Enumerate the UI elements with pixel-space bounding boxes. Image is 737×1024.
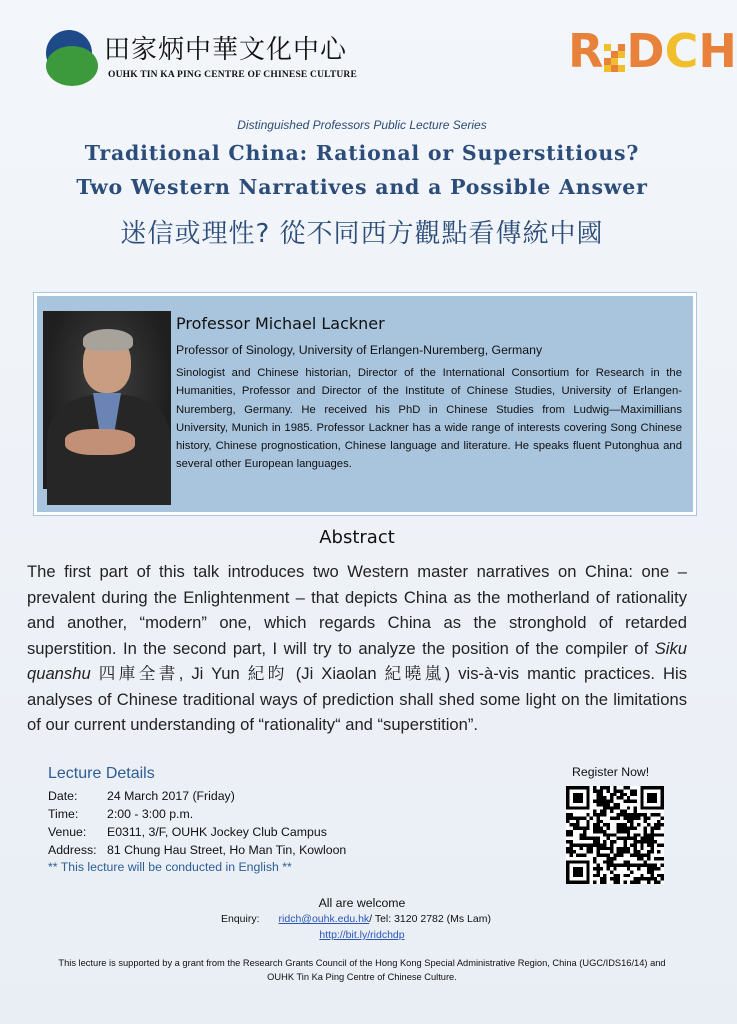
email-link[interactable]: ridch@ouhk.edu.hk (278, 913, 370, 925)
abstract-body: The first part of this talk introduces two Western master narratives on China: one – prevalent during the Enlightenment – that depicts China as the motherland of rationality and another, “modern” one, which regards China as the stronghold of retarded superstition. In the second part, I will try to analyze the position of the compiler of Siku quanshu 四庫全書, Ji Yun 紀昀 (Ji Xiaolan 紀曉嵐) vis-à-vis mantic practices. His analyses of Chinese traditional ways of prediction shall shed some light on the limitations of our current understanding of “rationality“ and “superstition”. (27, 562, 687, 734)
centre-logo-icon (46, 30, 92, 76)
lecture-title-zh: 迷信或理性? 從不同西方觀點看傳統中國 (120, 219, 604, 249)
lecture-title-line2: Two Western Narratives and a Possible Answer (76, 175, 648, 199)
enquiry-line: Enquiry: ridch@ouhk.edu.hk/ Tel: 3120 2782 (Ms Lam) (221, 913, 491, 925)
detail-date: Date: 24 March 2017 (Friday) (48, 789, 235, 803)
speaker-position: Professor of Sinology, University of Erlangen-Nuremberg, Germany (176, 343, 543, 357)
url-line (0, 929, 724, 941)
centre-name-en: OUHK TIN KA PING CENTRE OF CHINESE CULTURE (108, 70, 358, 80)
welcome-text: All are welcome (318, 896, 406, 910)
ridch-logo: R D C H (568, 24, 737, 78)
details-heading: Lecture Details (48, 765, 155, 782)
detail-time: Time: 2:00 - 3:00 p.m. (48, 807, 194, 821)
ridch-pixel-icon (604, 44, 625, 72)
support-statement: This lecture is supported by a grant from the Research Grants Council of the Hong Kong Special Administrative Region, China (UGC/IDS16/14) and OUHK Tin Ka Ping Centre of Chinese Culture. (58, 958, 666, 982)
detail-address: Address: 81 Chung Hau Street, Ho Man Tin, Kowloon (48, 843, 347, 857)
registration-url-link[interactable]: http://bit.ly/ridchdp (319, 929, 405, 941)
language-note: ** This lecture will be conducted in English ** (48, 860, 292, 874)
centre-name-zh: 田家炳中華文化中心 (104, 35, 348, 65)
detail-venue: Venue: E0311, 3/F, OUHK Jockey Club Campus (48, 825, 327, 839)
register-label: Register Now! (572, 765, 650, 779)
qr-code-icon[interactable] (566, 786, 664, 884)
speaker-bio: Sinologist and Chinese historian, Director of the International Consortium for Research in the Humanities, Professor and Director of the Institute of Chinese Studies, University of Erlangen-Nuremberg, Germany. He received his PhD in Chinese Studies from Ludwig—Maximillians University, Munich in 1985. Professor Lackner has a wide range of interests covering Song Chinese history, Chinese prognostication, Chinese language and literature. He speaks fluent Putonghua and several other European languages. (176, 367, 682, 471)
abstract-heading: Abstract (319, 527, 395, 548)
speaker-photo (43, 311, 171, 489)
lecture-series: Distinguished Professors Public Lecture Series (237, 118, 487, 132)
speaker-name: Professor Michael Lackner (176, 314, 385, 333)
lecture-title-line1: Traditional China: Rational or Superstitious? (84, 141, 640, 165)
